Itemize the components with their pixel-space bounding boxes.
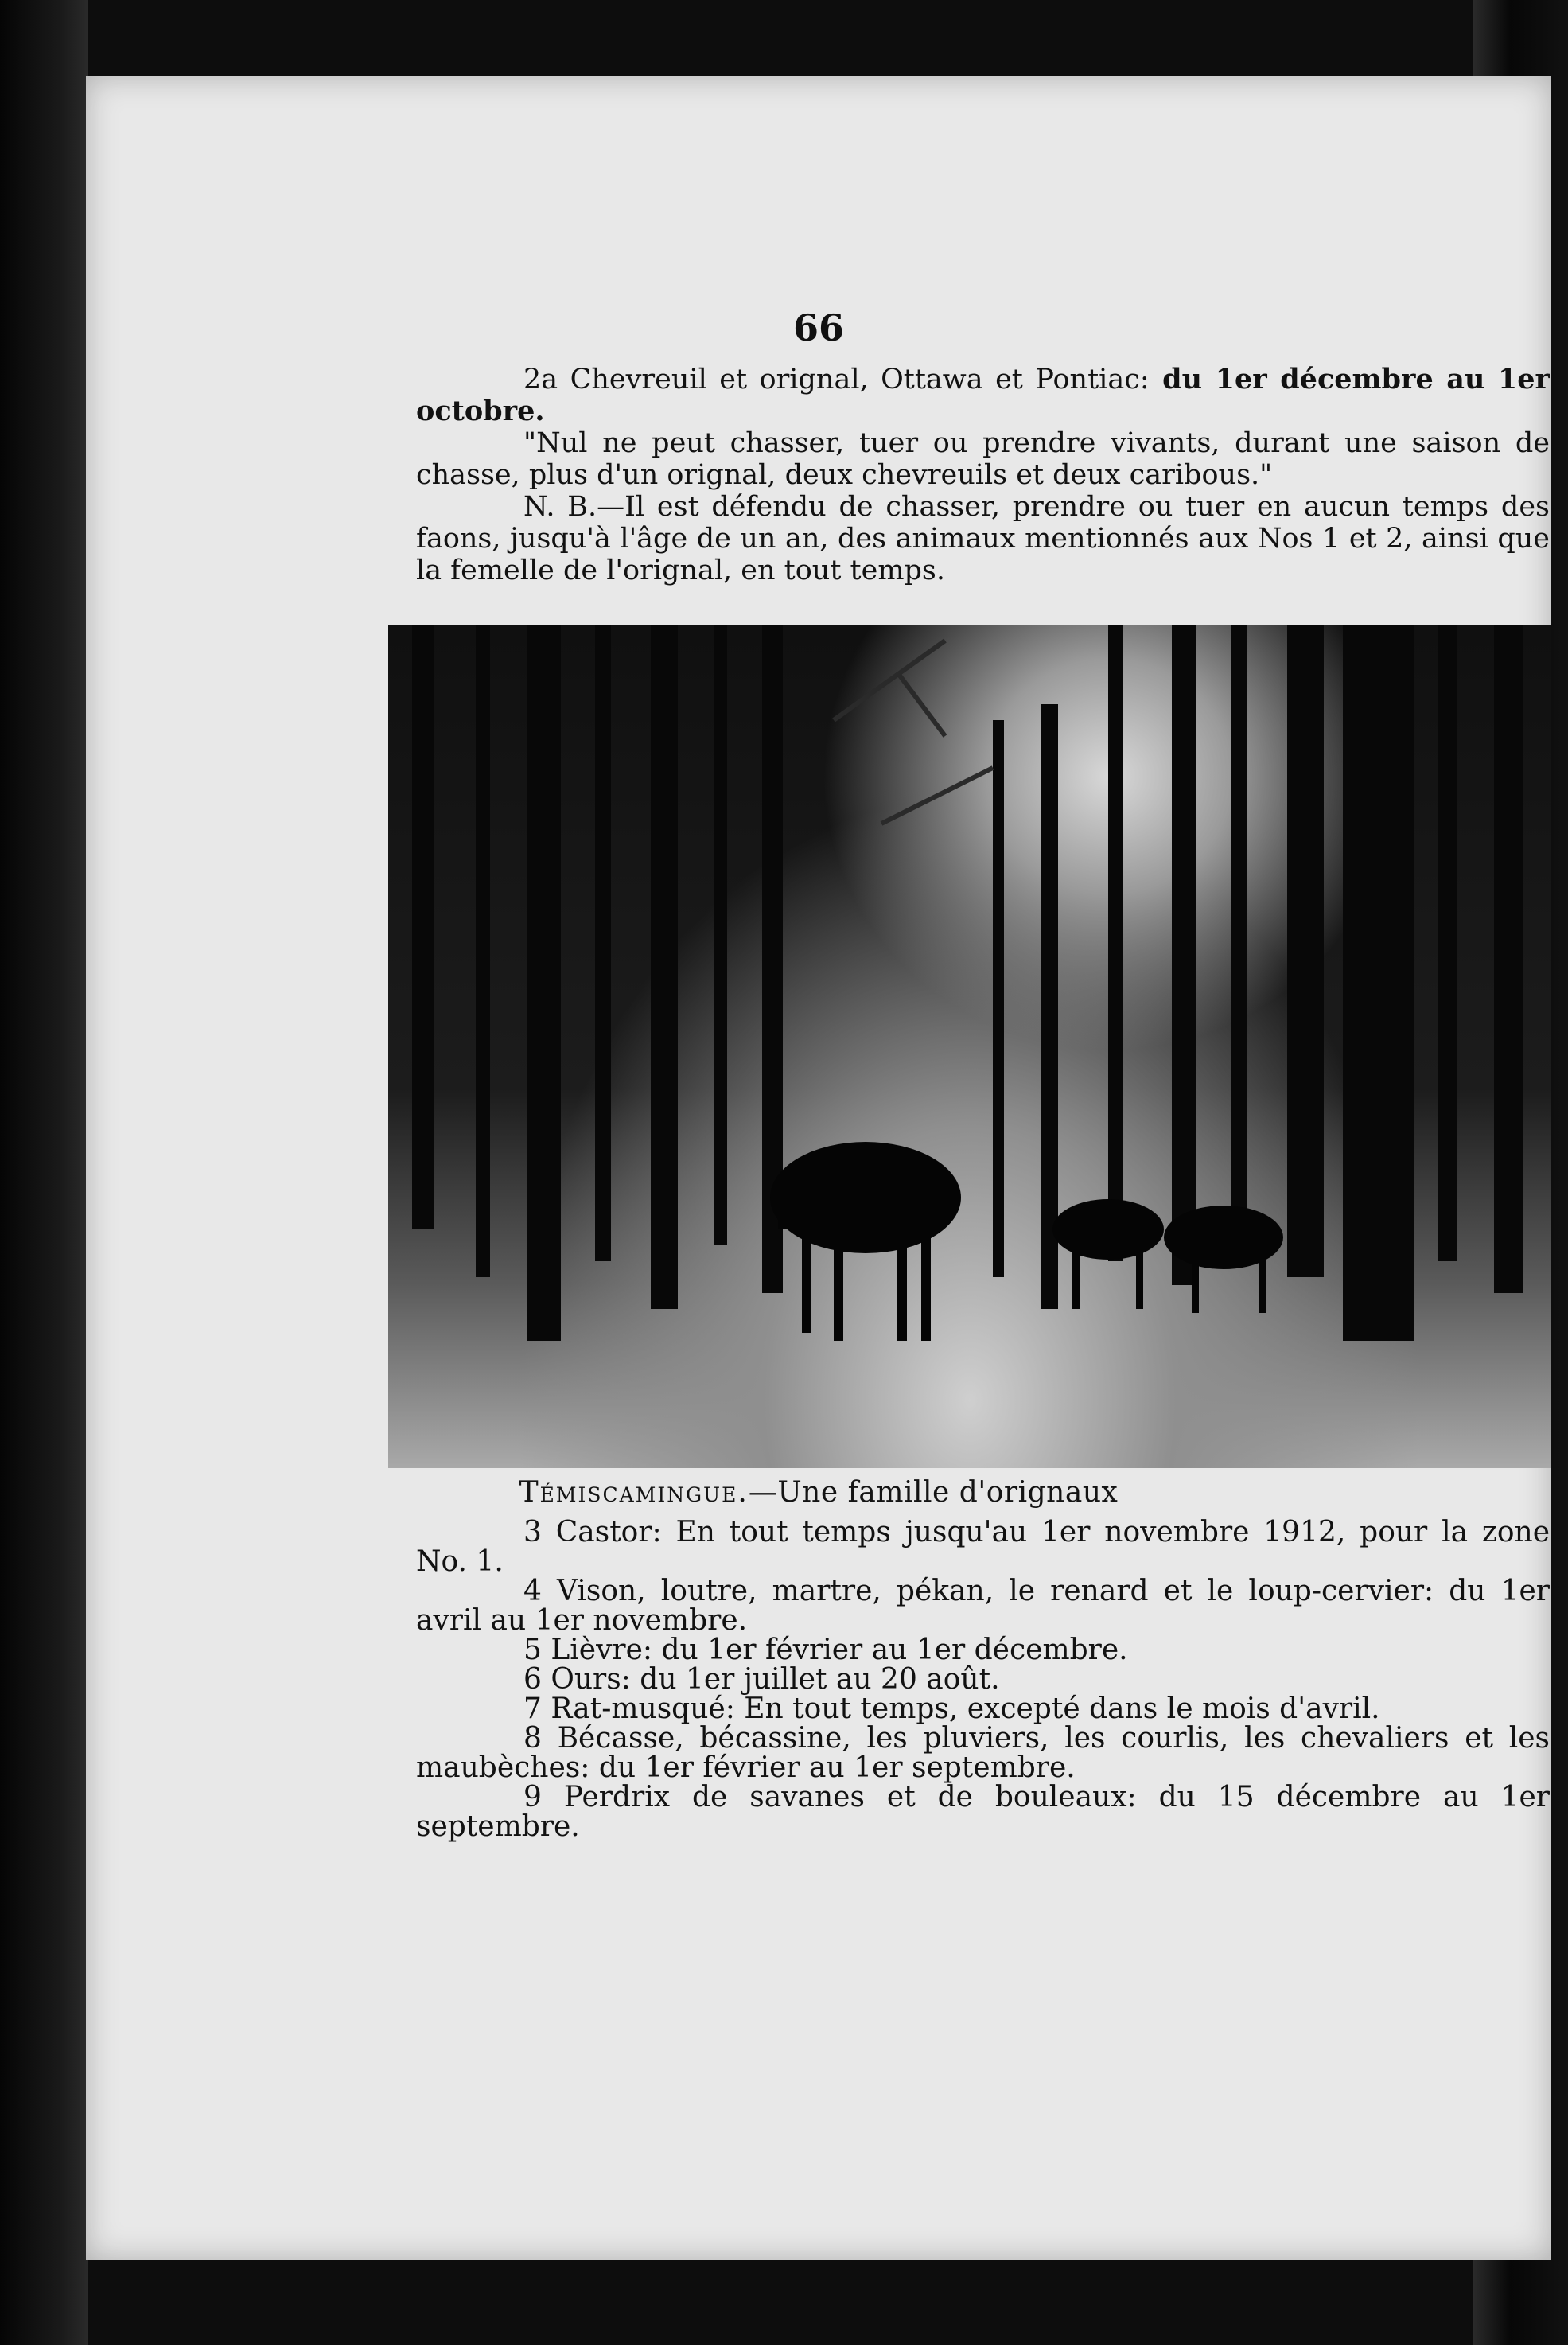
list-item: 5 Lièvre: du 1er février au 1er décembre. <box>523 1634 1128 1666</box>
scan-border-left <box>0 0 88 2345</box>
paragraph-chevreuil-orignal <box>416 364 1550 427</box>
forest-scene-icon <box>388 625 1551 1468</box>
paragraph-nota-bene: N. B.—Il est défendu de chasser, prendre ou tuer en aucun temps des faons, jusqu'à l'âge de un an, des animaux mentionnés aux Nos 1 et 2, ainsi que la femelle de l'orignal, en tout temps. <box>416 491 1550 586</box>
book-page <box>86 76 1551 2260</box>
moose-family-photo <box>388 625 1551 1468</box>
photo-caption <box>86 1476 1551 1509</box>
list-item: 4 Vison, loutre, martre, pékan, le renard et le loup-cervier: du 1er avril au 1er novembre. <box>416 1575 1550 1637</box>
paragraph-lead: 2a Chevreuil et orignal, Ottawa et Pontiac: <box>523 364 1150 395</box>
list-item: 3 Castor: En tout temps jusqu'au 1er novembre 1912, pour la zone No. 1. <box>416 1516 1550 1578</box>
list-item: 8 Bécasse, bécassine, les pluviers, les courlis, les chevaliers et les maubèches: du 1er février au 1er septembre. <box>416 1722 1550 1784</box>
page-number: 66 <box>792 306 844 349</box>
list-item: 9 Perdrix de savanes et de bouleaux: du 15 décembre au 1er septembre. <box>416 1781 1550 1843</box>
list-item: 7 Rat-musqué: En tout temps, excepté dans le mois d'avril. <box>523 1693 1380 1725</box>
list-item: 6 Ours: du 1er juillet au 20 août. <box>523 1663 1000 1696</box>
caption-text: —Une famille d'orignaux <box>748 1476 1119 1509</box>
caption-place: Témiscamingue. <box>519 1476 749 1509</box>
paragraph-quote-limit: "Nul ne peut chasser, tuer ou prendre vivants, durant une saison de chasse, plus d'un orignal, deux chevreuils et deux caribous." <box>416 427 1550 491</box>
regulation-text-top <box>416 364 1550 586</box>
regulation-text-bottom <box>416 1517 1550 1841</box>
paragraph-body: du 1er décembre au 1er octobre. <box>416 363 1550 427</box>
